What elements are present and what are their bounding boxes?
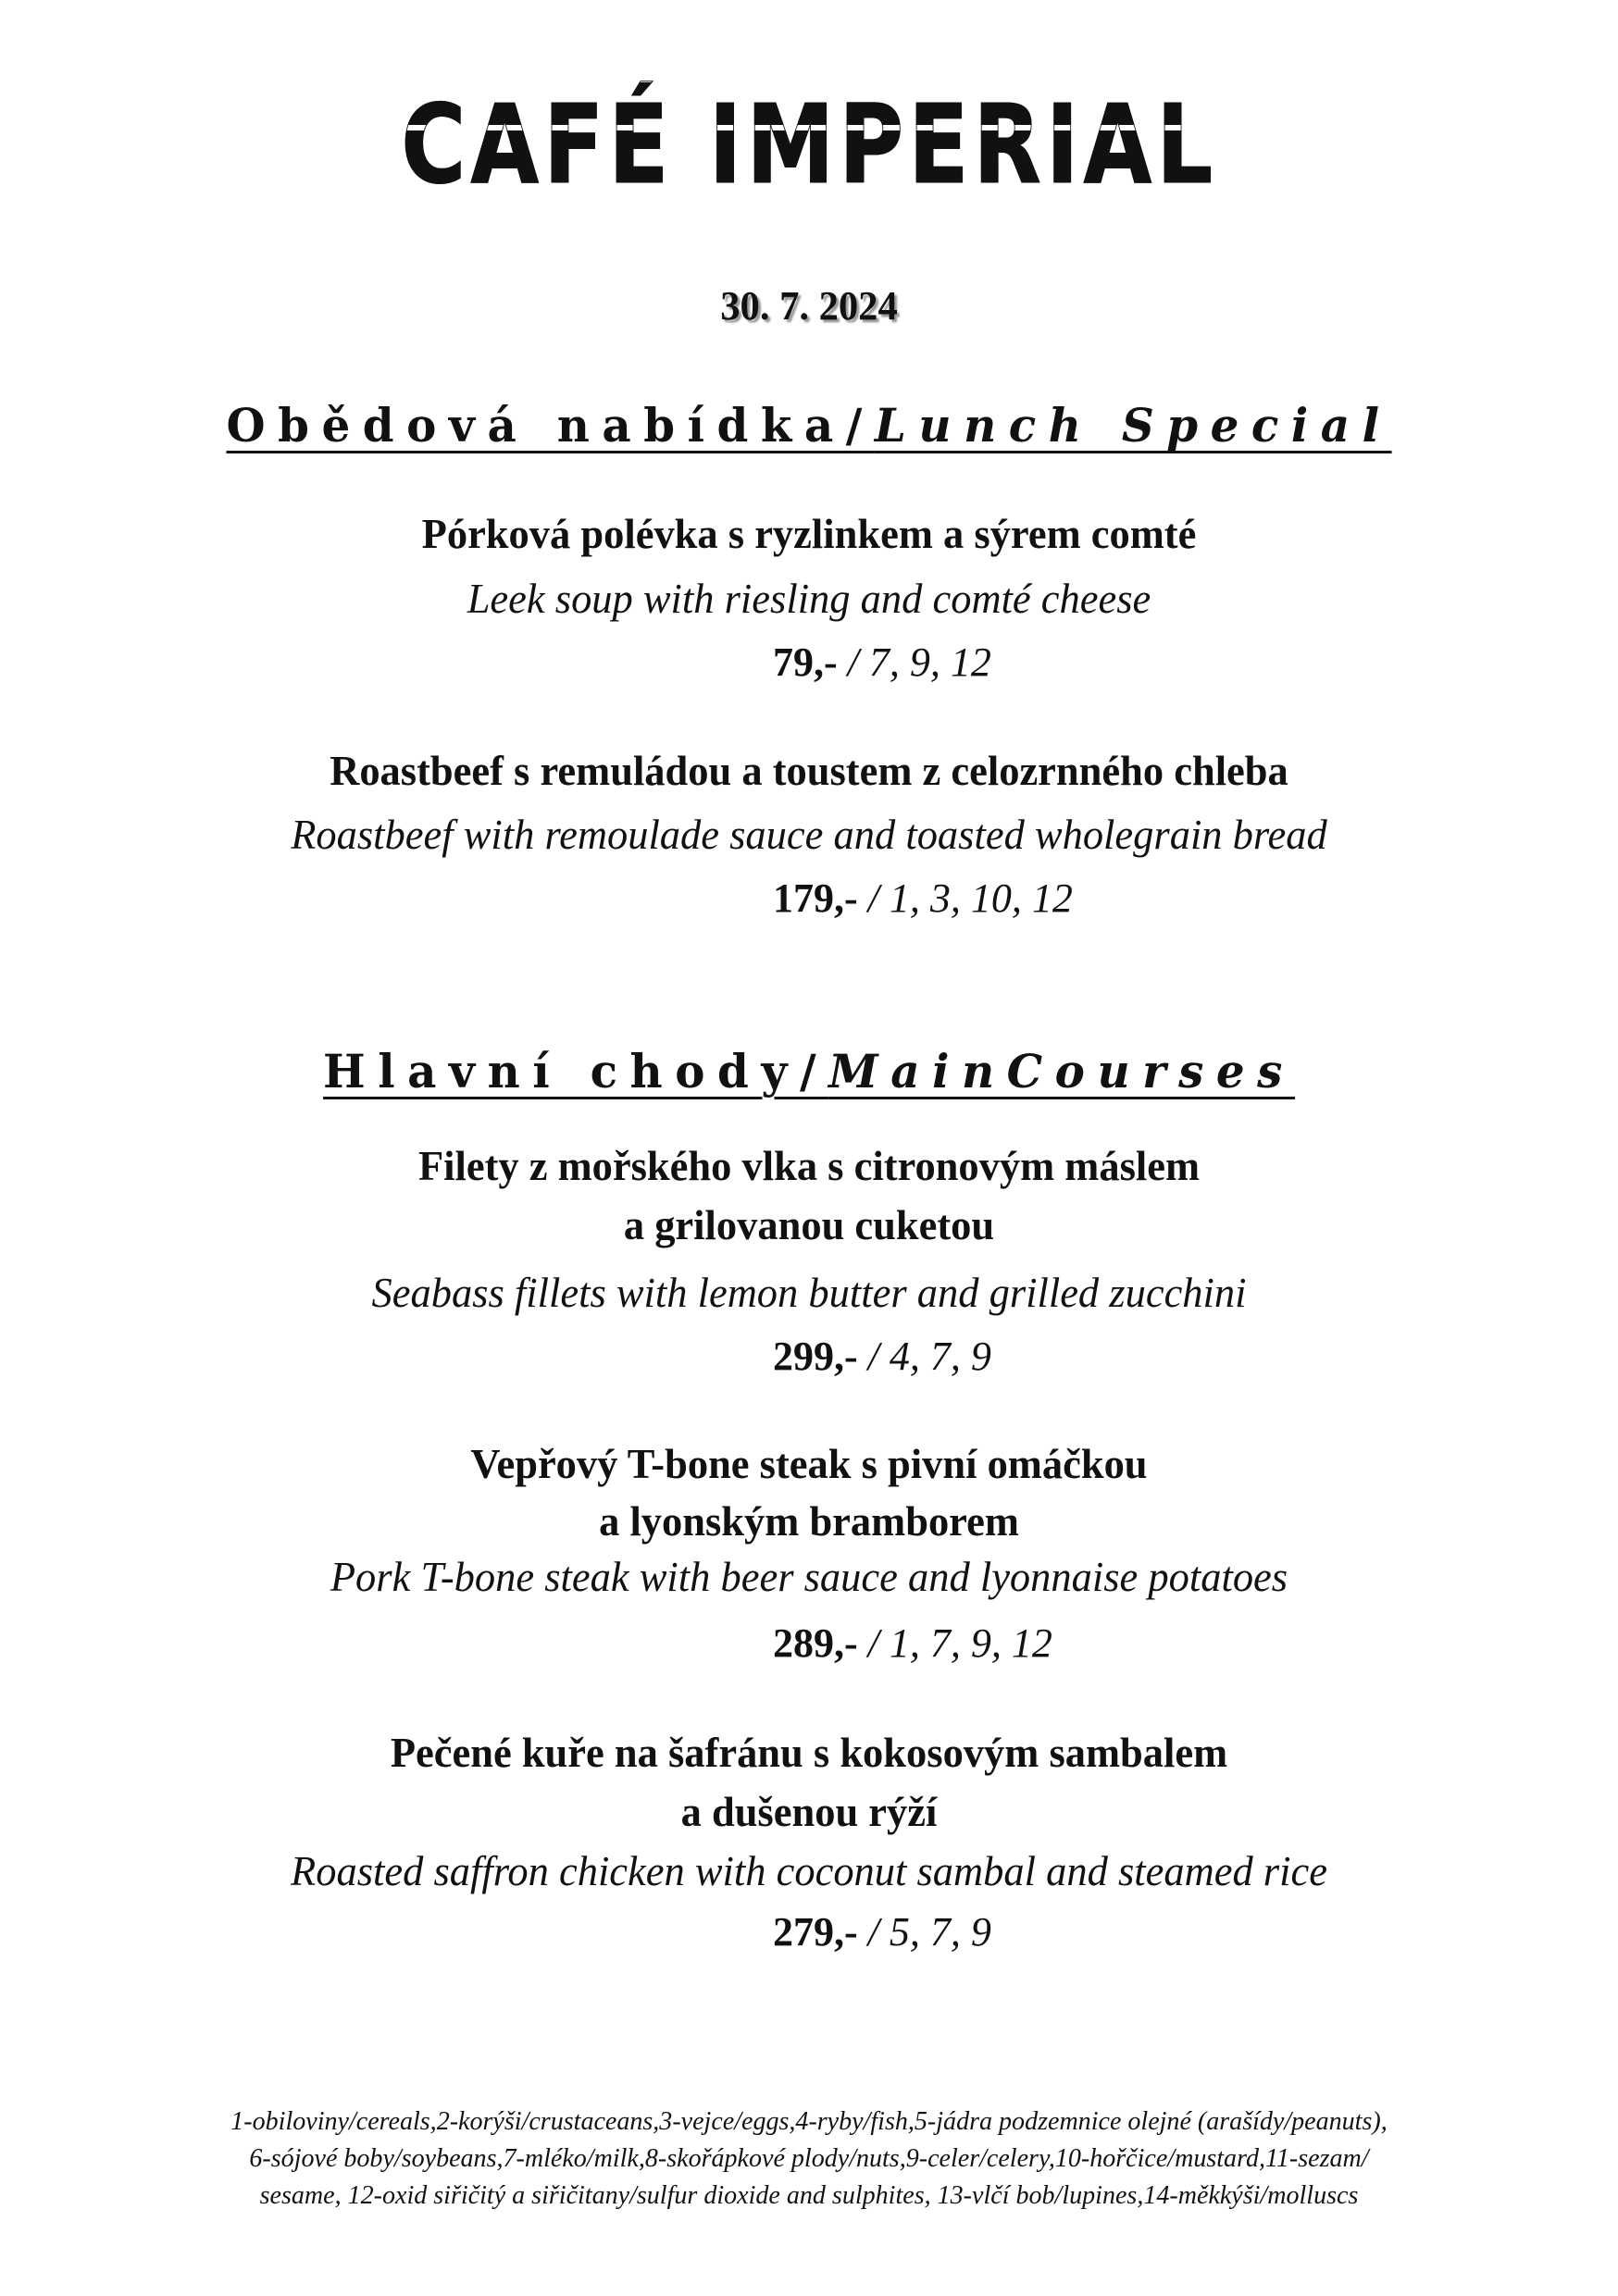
restaurant-logo [27, 81, 1591, 209]
dish-allergens: / 4, 7, 9 [857, 1334, 991, 1379]
dish-name-cz-line2: a grilovanou cuketou [623, 1201, 995, 1248]
dish-price: 179,- [773, 875, 858, 921]
dish-name-cz: Pečené kuře na šafránu s kokosovým sambalem [390, 1729, 1228, 1776]
dish-price-line [773, 1333, 991, 1380]
dish-name-cz: Filety z mořského vlka s citronovým máslem [417, 1142, 1201, 1189]
section-title-main-en: MainCourses [828, 1044, 1295, 1098]
section-title-main-courses [27, 1044, 1591, 1098]
dish-price: 299,- [773, 1334, 858, 1379]
dish-name-cz: Roastbeef s remuládou a toustem z celozrnného chleba [330, 747, 1288, 794]
dish-price: 289,- [773, 1620, 858, 1666]
allergen-legend-line: 1-obiloviny/cereals,2-korýši/crustaceans,3-vejce/eggs,4-ryby/fish,5-jádra podzemnice olejné (arašídy/peanuts), [230, 2106, 1388, 2136]
section-title-lunch-cz: Obědová nabídka/ [226, 398, 875, 453]
dish-name-cz: Vepřový T-bone steak s pivní omáčkou [470, 1440, 1148, 1487]
dish-name-cz-line2: a dušenou rýží [680, 1788, 938, 1835]
dish-price-line [773, 875, 1073, 922]
restaurant-name: CAFÉ IMPERIAL [401, 81, 1217, 209]
dish-price: 79,- [773, 639, 838, 685]
allergen-legend-line: 6-sójové boby/soybeans,7-mléko/milk,8-skořápkové plody/nuts,9-celer/celery,10-hořčice/mustard,11-sezam/ [249, 2143, 1369, 2173]
dish-price-line [773, 639, 991, 686]
dish-name-en: Pork T-bone steak with beer sauce and lyonnaise potatoes [330, 1553, 1288, 1600]
dish-allergens: / 1, 7, 9, 12 [857, 1620, 1052, 1666]
section-title-main-cz: Hlavní chody/ [323, 1044, 829, 1098]
dish-allergens: / 1, 3, 10, 12 [857, 875, 1073, 921]
dish-price-line [773, 1908, 991, 1955]
section-title-lunch-en: Lunch Special [874, 398, 1392, 453]
allergen-legend-line: sesame, 12-oxid siřičitý a siřičitany/sulfur dioxide and sulphites, 13-vlčí bob/lupines,14-měkkýši/molluscs [259, 2180, 1359, 2210]
menu-date: 30. 7. 2024 [720, 283, 898, 329]
dish-price: 279,- [773, 1909, 858, 1955]
dish-allergens: / 7, 9, 12 [837, 639, 991, 685]
dish-allergens: / 5, 7, 9 [857, 1909, 991, 1955]
dish-name-cz: Pórková polévka s ryzlinkem a sýrem comté [421, 510, 1197, 557]
dish-price-line [773, 1620, 1052, 1667]
dish-name-cz-line2: a lyonským bramborem [599, 1497, 1019, 1545]
dish-name-en: Leek soup with riesling and comté cheese [467, 575, 1151, 622]
dish-name-en: Roastbeef with remoulade sauce and toasted wholegrain bread [291, 811, 1327, 858]
dish-name-en: Seabass fillets with lemon butter and grilled zucchini [371, 1269, 1247, 1316]
section-title-lunch-special [27, 398, 1591, 453]
dish-name-en: Roasted saffron chicken with coconut sambal and steamed rice [291, 1847, 1327, 1894]
